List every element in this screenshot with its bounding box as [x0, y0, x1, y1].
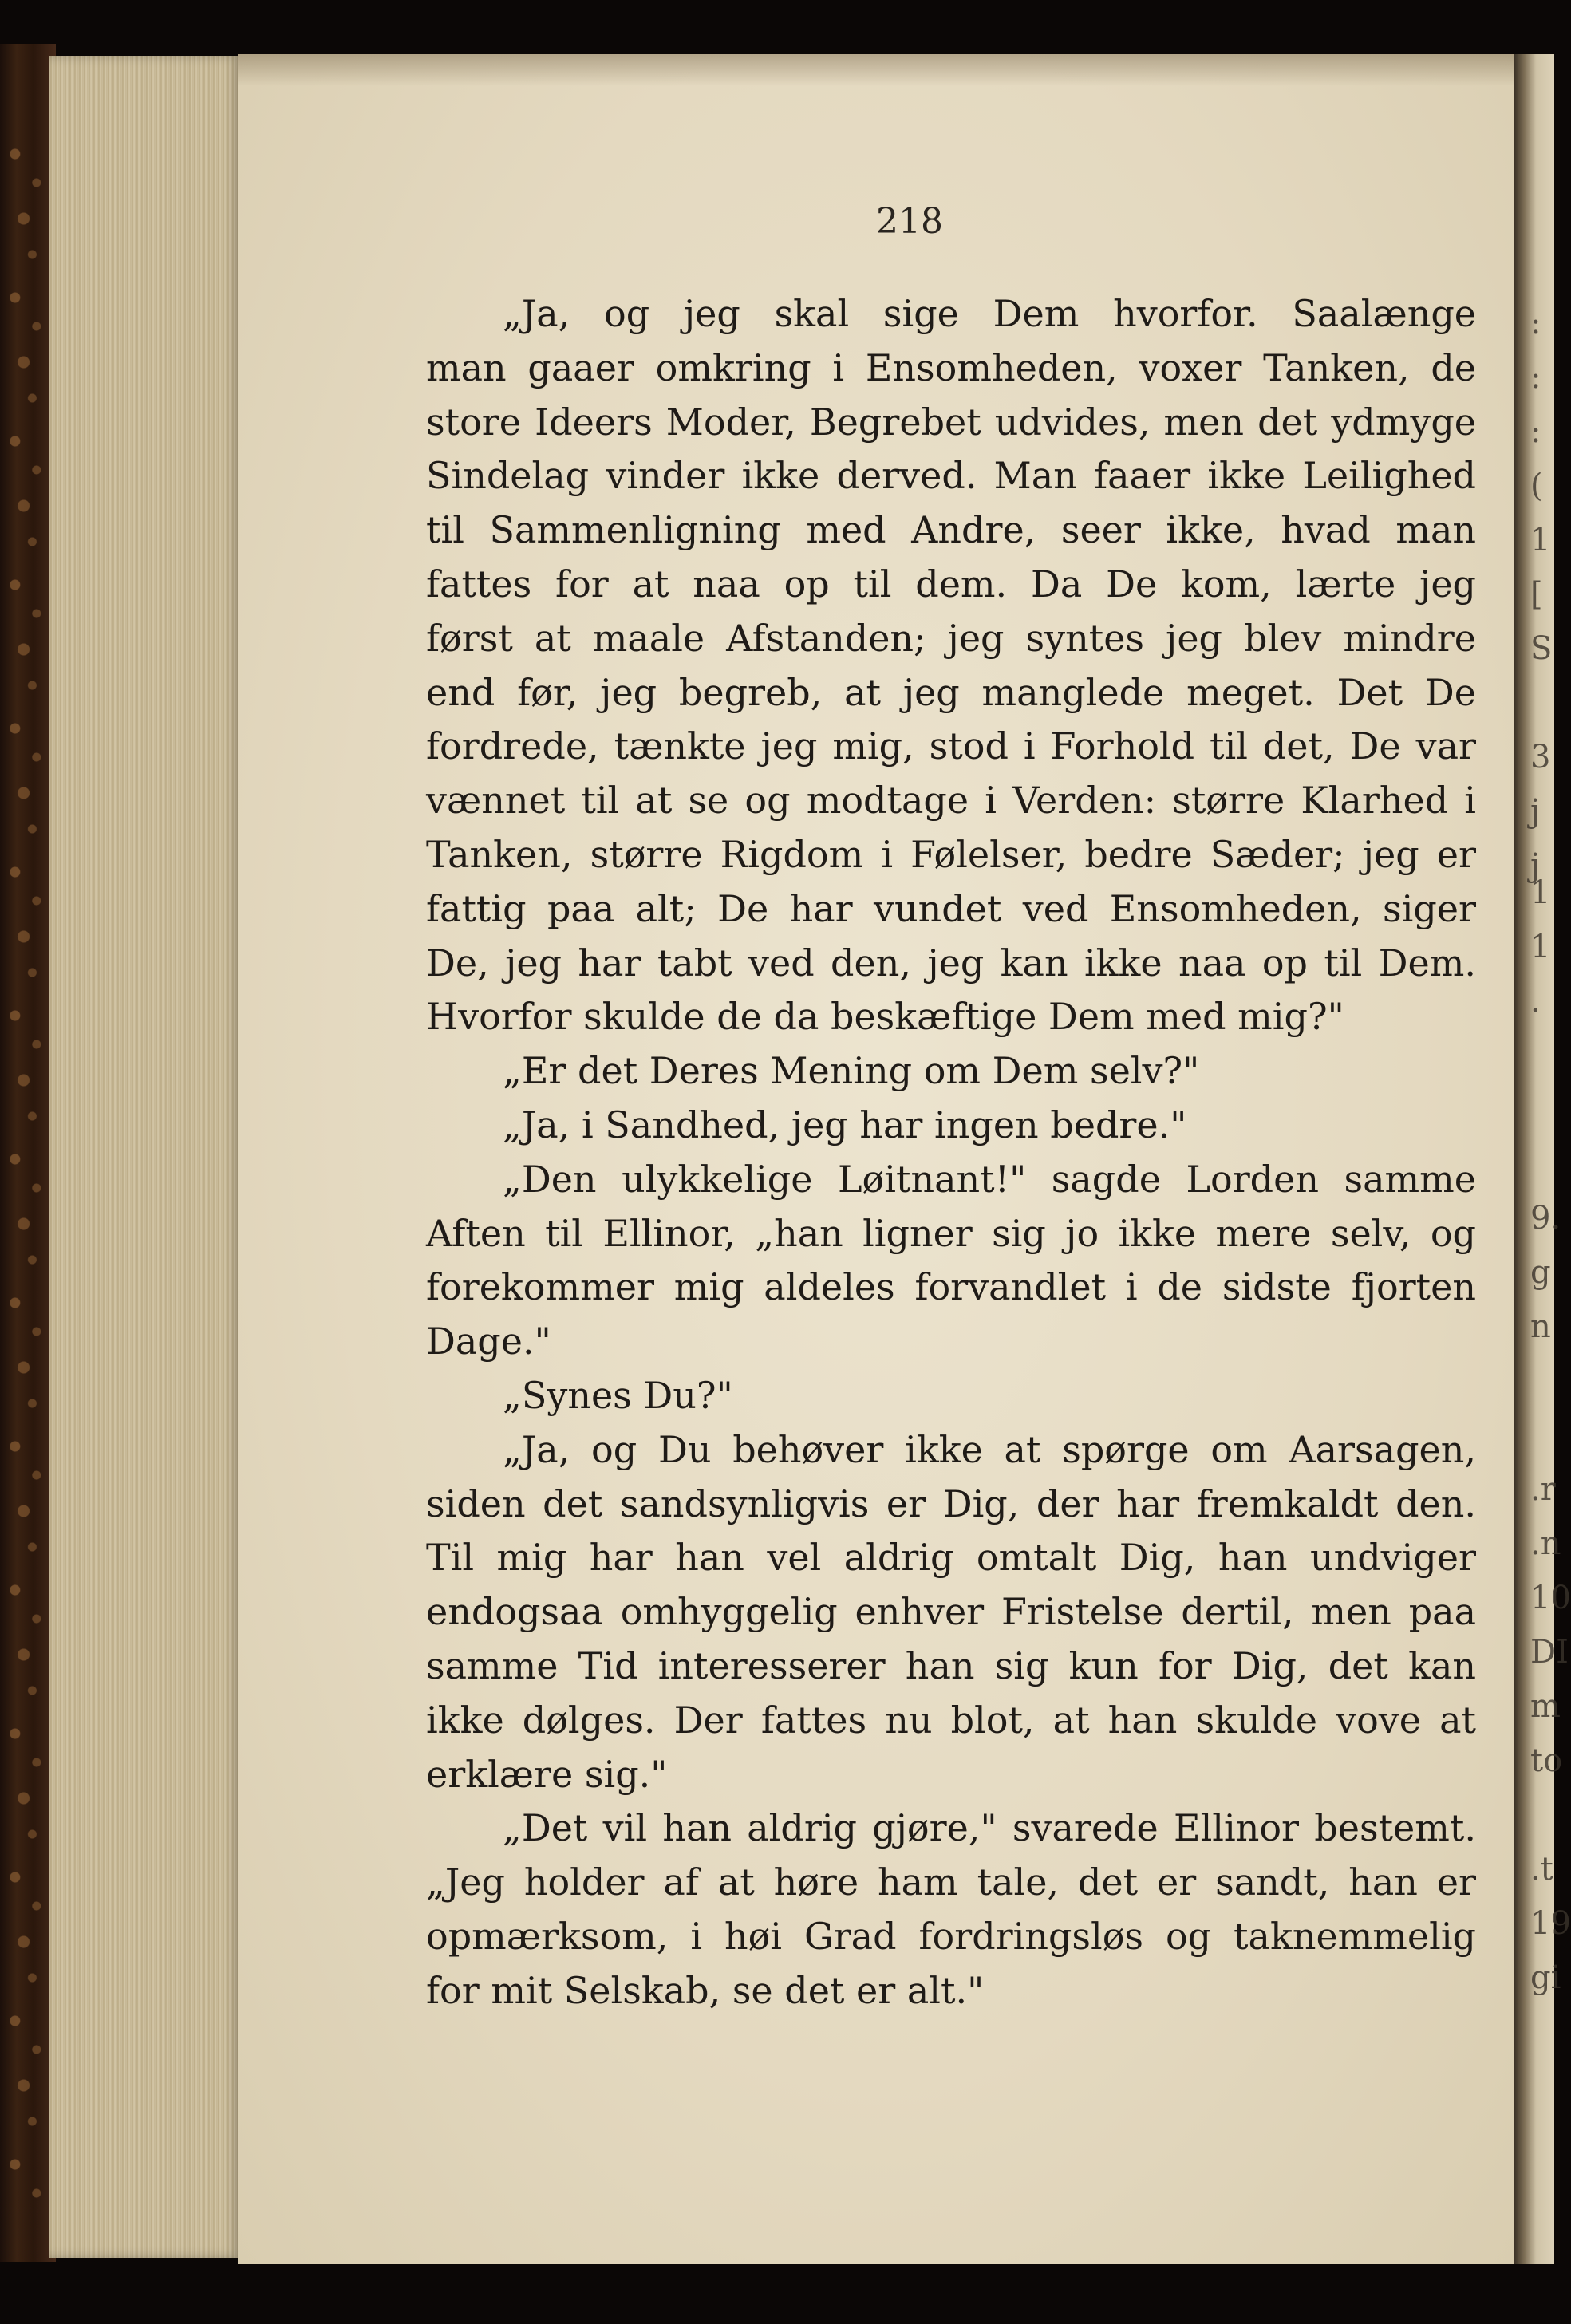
next-page-fragment: S — [1530, 630, 1553, 667]
next-page-fragment: . — [1530, 983, 1541, 1020]
text-line: opmærksom, i høi Grad fordringsløs og taknemmelig — [426, 1914, 1476, 1958]
text-line: fattes for at naa op til dem. Da De kom, lærte jeg — [426, 562, 1476, 606]
next-page-fragment: : — [1530, 305, 1541, 341]
text-line: „Den ulykkelige Løitnant!" sagde Lorden samme — [503, 1157, 1476, 1201]
text-line: siden det sandsynligvis er Dig, der har fremkaldt den. — [426, 1482, 1476, 1525]
next-page-fragment: .t — [1530, 1851, 1553, 1888]
next-page-fragment: j — [1530, 847, 1541, 884]
text-line: „Ja, i Sandhed, jeg har ingen bedre." — [503, 1103, 1187, 1146]
next-page-fragment: j — [1530, 793, 1541, 830]
text-line: vænnet til at se og modtage i Verden: større Klarhed i — [426, 779, 1476, 823]
next-page-fragment: 9. — [1530, 1200, 1561, 1237]
text-line: Aften til Ellinor, „han ligner sig jo ikke mere selv, og — [426, 1211, 1476, 1255]
next-page-fragment: .r — [1530, 1471, 1556, 1508]
next-page-fragment: [ — [1530, 576, 1543, 613]
next-page-fragment: ( — [1530, 468, 1543, 504]
next-page-fragment: 3 — [1530, 739, 1551, 775]
text-line: endogsaa omhyggelig enhver Fristelse dertil, men paa — [426, 1590, 1476, 1634]
next-page-fragment: : — [1530, 359, 1541, 396]
next-page-fragment: DI — [1530, 1634, 1569, 1671]
book-cover — [0, 44, 56, 2262]
text-line: man gaaer omkring i Ensomheden, voxer Tanken, de — [426, 345, 1476, 389]
text-line: De, jeg har tabt ved den, jeg kan ikke naa op til Dem. — [426, 941, 1476, 984]
text-line: til Sammenligning med Andre, seer ikke, hvad man — [426, 508, 1476, 552]
text-line: „Jeg holder af at høre ham tale, det er sandt, han er — [426, 1860, 1476, 1904]
text-line: ikke dølges. Der fattes nu blot, at han skulde vove at — [426, 1698, 1476, 1742]
text-line: Tanken, større Rigdom i Følelser, bedre Sæder; jeg er — [426, 832, 1476, 876]
text-line: for mit Selskab, se det er alt." — [426, 1968, 985, 2012]
next-page-fragment: m — [1530, 1688, 1561, 1725]
text-line: Til mig har han vel aldrig omtalt Dig, han undviger — [426, 1536, 1476, 1580]
text-line: store Ideers Moder, Begrebet udvides, men det ydmyge — [426, 400, 1476, 444]
text-line: samme Tid interesserer han sig kun for Dig, det kan — [426, 1643, 1476, 1687]
text-line: end før, jeg begreb, at jeg manglede meget. Det De — [426, 670, 1476, 714]
text-line: erklære sig." — [426, 1752, 668, 1796]
next-page-fragment: n — [1530, 1308, 1551, 1345]
text-line: „Er det Deres Mening om Dem selv?" — [503, 1049, 1200, 1093]
next-page-fragment: 10 — [1530, 1580, 1571, 1616]
next-page-fragment: to — [1530, 1742, 1563, 1779]
next-page-fragment: .n — [1530, 1525, 1561, 1562]
text-line: „Det vil han aldrig gjøre," svarede Ellinor bestemt. — [503, 1806, 1476, 1850]
text-line: fattig paa alt; De har vundet ved Ensomheden, siger — [426, 886, 1476, 930]
next-page-fragment: 19 — [1530, 1905, 1571, 1942]
next-page-fragment: 1 — [1530, 929, 1551, 965]
page-number: 218 — [876, 201, 943, 242]
page-shadow — [238, 54, 1514, 86]
cover-pattern — [6, 140, 49, 2214]
text-line: Dage." — [426, 1320, 551, 1363]
next-page-fragment: g — [1530, 1254, 1551, 1291]
text-line: først at maale Afstanden; jeg syntes jeg blev mindre — [426, 616, 1476, 660]
body-text — [426, 287, 1476, 2018]
text-line: Sindelag vinder ikke derved. Man faaer ikke Leilighed — [426, 454, 1476, 498]
text-line: „Ja, og Du behøver ikke at spørge om Aarsagen, — [503, 1427, 1476, 1471]
text-line: „Ja, og jeg skal sige Dem hvorfor. Saalænge — [503, 292, 1476, 335]
text-line: fordrede, tænkte jeg mig, stod i Forhold til det, De var — [426, 724, 1476, 768]
next-page-fragment: 1 — [1530, 522, 1551, 558]
next-page-fragment: : — [1530, 413, 1541, 450]
next-page-fragment: gi — [1530, 1959, 1561, 1996]
text-line: forekommer mig aldeles forvandlet i de sidste fjorten — [426, 1265, 1476, 1309]
text-line: Hvorfor skulde de da beskæftige Dem med mig?" — [426, 995, 1344, 1039]
next-page-fragment: 1 — [1530, 874, 1551, 911]
page-edges — [49, 56, 241, 2258]
text-line: „Synes Du?" — [503, 1373, 733, 1417]
